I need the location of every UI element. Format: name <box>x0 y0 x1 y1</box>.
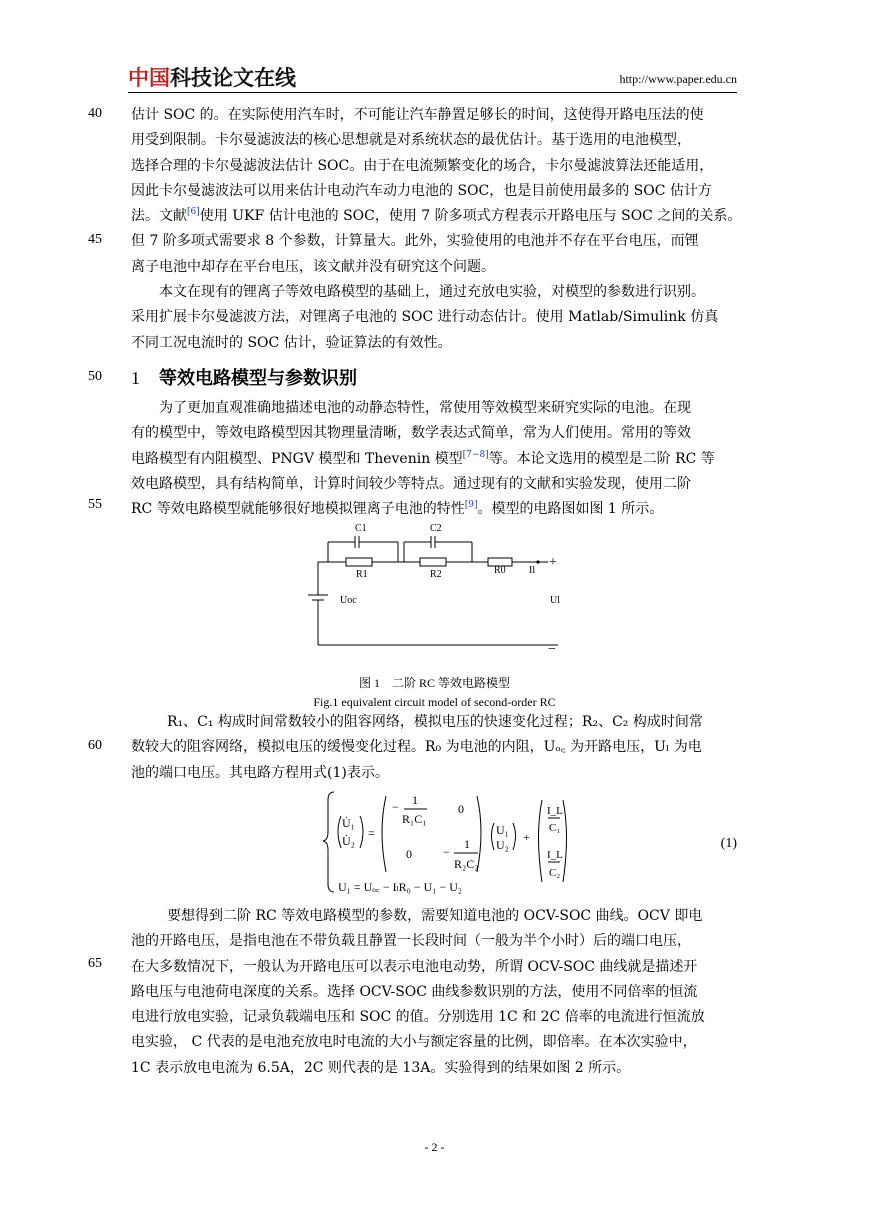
paragraph-rc-description <box>131 710 737 786</box>
text-line: 不同工况电流时的 SOC 估计，验证算法的有效性。 <box>131 334 452 351</box>
line-number: 45 <box>88 232 102 247</box>
eq-u2: U₂ <box>496 838 509 852</box>
text-line: 效电路模型，具有结构简单，计算时间较少等特点。通过现有的文献和实验发现，使用二阶 <box>131 475 691 492</box>
text-line: R₁、C₁ 构成时间常数较小的阻容网络，模拟电压的快速变化过程；R₂、C₂ 构成时间常 <box>167 714 703 730</box>
text-line: 路电压与电池荷电深度的关系。选择 OCV-SOC 曲线参数识别的方法，使用不同倍率的恒流 <box>131 983 698 1000</box>
label-ul: Ul <box>550 595 560 606</box>
text-line: 在大多数情况下，一般认为开路电压可以表示电池电动势，所谓 OCV-SOC 曲线就是描述开 <box>131 958 698 975</box>
text-line: 数较大的阻容网络，模拟电压的缓慢变化过程。R₀ 为电池的内阻，Uₒ꜀ 为开路电压，Uₗ 为电 <box>131 739 702 756</box>
label-c1: C1 <box>355 523 367 534</box>
label-r0: R0 <box>494 565 506 576</box>
text-line: 估计 SOC 的。在实际使用汽车时，不可能让汽车静置足够长的时间，这使得开路电压法的使 <box>131 107 704 123</box>
label-r1: R1 <box>356 569 368 580</box>
text-line <box>131 497 737 522</box>
text-segment: 法。文献 <box>131 208 187 225</box>
eq-u1: U₁ <box>496 823 509 837</box>
text-segment: 电路模型有内阻模型、PNGV 模型和 Thevenin 模型 <box>131 450 463 467</box>
eq-one: 1 <box>412 793 418 807</box>
line-number: 40 <box>88 106 102 121</box>
text-line: 池的开路电压，是指电池在不带负载且静置一长段时间（一般为半个小时）后的端口电压， <box>131 933 691 950</box>
eq-minus: − <box>443 845 450 859</box>
line-number: 60 <box>88 738 102 753</box>
line-number: 55 <box>88 497 102 512</box>
text-line: 选择合理的卡尔曼滤波法估计 SOC。由于在电流频繁变化的场合，卡尔曼滤波算法还能适用， <box>131 157 714 174</box>
equation-number: (1) <box>720 836 737 851</box>
header-divider <box>128 92 737 93</box>
eq-c2: C₂ <box>549 867 561 879</box>
text-line: 离子电池中却存在平台电压，该文献并没有研究这个问题。 <box>131 258 495 275</box>
text-line <box>131 447 737 472</box>
paragraph-ocv-soc <box>131 904 737 1081</box>
eq-plus: + <box>523 830 530 844</box>
eq-il: I_L <box>547 805 563 817</box>
line-number: 65 <box>88 956 102 971</box>
label-plus: + <box>549 555 557 570</box>
eq-il: I_L <box>547 849 563 861</box>
text-line: 为了更加直观准确地描述电池的动静态特性，常使用等效模型来研究实际的电池。在现 <box>159 400 691 416</box>
citation-link[interactable]: [9] <box>464 500 478 511</box>
header-url[interactable]: http://www.paper.edu.cn <box>619 72 737 86</box>
text-line: 因此卡尔曼滤波法可以用来估计电动汽车动力电池的 SOC，也是目前使用最多的 SOC 估计方 <box>131 182 712 199</box>
eq-u1dot: U̇₁ <box>342 816 355 830</box>
logo-black-text: 科技论文在线 <box>170 66 296 90</box>
eq-r2c2: R₂C₂ <box>454 857 479 871</box>
site-logo <box>128 62 296 92</box>
state-equation <box>320 788 580 900</box>
page-number: - 2 - <box>424 1140 445 1154</box>
section-title: 等效电路模型与参数识别 <box>159 368 357 389</box>
paragraph-this-work <box>131 280 737 356</box>
text-segment: RC 等效电路模型就能够很好地模拟锂离子电池的特性 <box>131 501 465 518</box>
text-line: 要想得到二阶 RC 等效电路模型的参数，需要知道电池的 OCV-SOC 曲线。OCV 即电 <box>167 908 703 924</box>
text-line: 本文在现有的锂离子等效电路模型的基础上，通过充放电实验，对模型的参数进行识别。 <box>159 284 705 300</box>
text-line: 电实验， C 代表的是电池充放电时电流的大小与额定容量的比例，即倍率。在本次实验中， <box>131 1034 697 1051</box>
text-line: 有的模型中，等效电路模型因其物理量清晰，数学表达式简单，常为人们使用。常用的等效 <box>131 425 691 442</box>
eq-zero: 0 <box>406 847 412 861</box>
text-line <box>131 204 742 229</box>
text-segment: 。模型的电路图如图 1 所示。 <box>477 501 664 518</box>
text-line: 1C 表示放电电流为 6.5A，2C 则代表的是 13A。实验得到的结果如图 2 所示。 <box>131 1059 631 1076</box>
label-minus: − <box>548 642 556 657</box>
text-line: 但 7 阶多项式需要求 8 个参数，计算量大。此外，实验使用的电池并不存在平台电压，而锂 <box>131 233 699 250</box>
label-uoc: Uoc <box>340 595 357 606</box>
text-line: 采用扩展卡尔曼滤波方法，对锂离子电池的 SOC 进行动态估计。使用 Matlab/Simulink 仿真 <box>131 309 719 326</box>
eq-one: 1 <box>464 837 470 851</box>
paragraph-models <box>131 396 737 522</box>
section-heading <box>131 364 357 390</box>
paragraph-intro <box>131 103 742 280</box>
eq-zero: 0 <box>458 802 464 816</box>
eq-u2dot: U̇₂ <box>342 834 355 848</box>
label-r2: R2 <box>430 569 442 580</box>
label-il: Il <box>529 565 536 576</box>
eq-equals: = <box>368 826 375 840</box>
section-number: 1 <box>131 368 140 388</box>
text-line: 电进行放电实验，记录负载端电压和 SOC 的值。分别选用 1C 和 2C 倍率的电流进行恒流放 <box>131 1009 705 1026</box>
figure-caption-en: Fig.1 equivalent circuit model of second-order RC <box>313 695 556 709</box>
eq-minus: − <box>392 800 399 814</box>
citation-link[interactable]: [7−8] <box>462 449 489 460</box>
text-segment: 等。本论文选用的模型是二阶 RC 等 <box>488 450 715 467</box>
citation-link[interactable]: [6] <box>187 207 200 218</box>
eq-r1c1: R₁C₁ <box>402 812 427 826</box>
figure-caption-cn: 图 1 二阶 RC 等效电路模型 <box>358 676 510 690</box>
logo-red-text: 中国 <box>128 66 170 90</box>
circuit-diagram <box>300 520 570 660</box>
label-c2: C2 <box>430 523 442 534</box>
text-line: 用受到限制。卡尔曼滤波法的核心思想就是对系统状态的最优估计。基于选用的电池模型， <box>131 132 691 149</box>
text-line: 池的端口电压。其电路方程用式(1)表示。 <box>131 764 389 781</box>
text-segment: 使用 UKF 估计电池的 SOC，使用 7 阶多项式方程表示开路电压与 SOC 之间的关系。 <box>199 208 742 225</box>
eq-output-line: U₁ = Uₒ꜀ − IₗR₀ − U₁ − U₂ <box>338 880 463 894</box>
line-number: 50 <box>88 369 102 384</box>
eq-c1: C₁ <box>549 822 561 834</box>
